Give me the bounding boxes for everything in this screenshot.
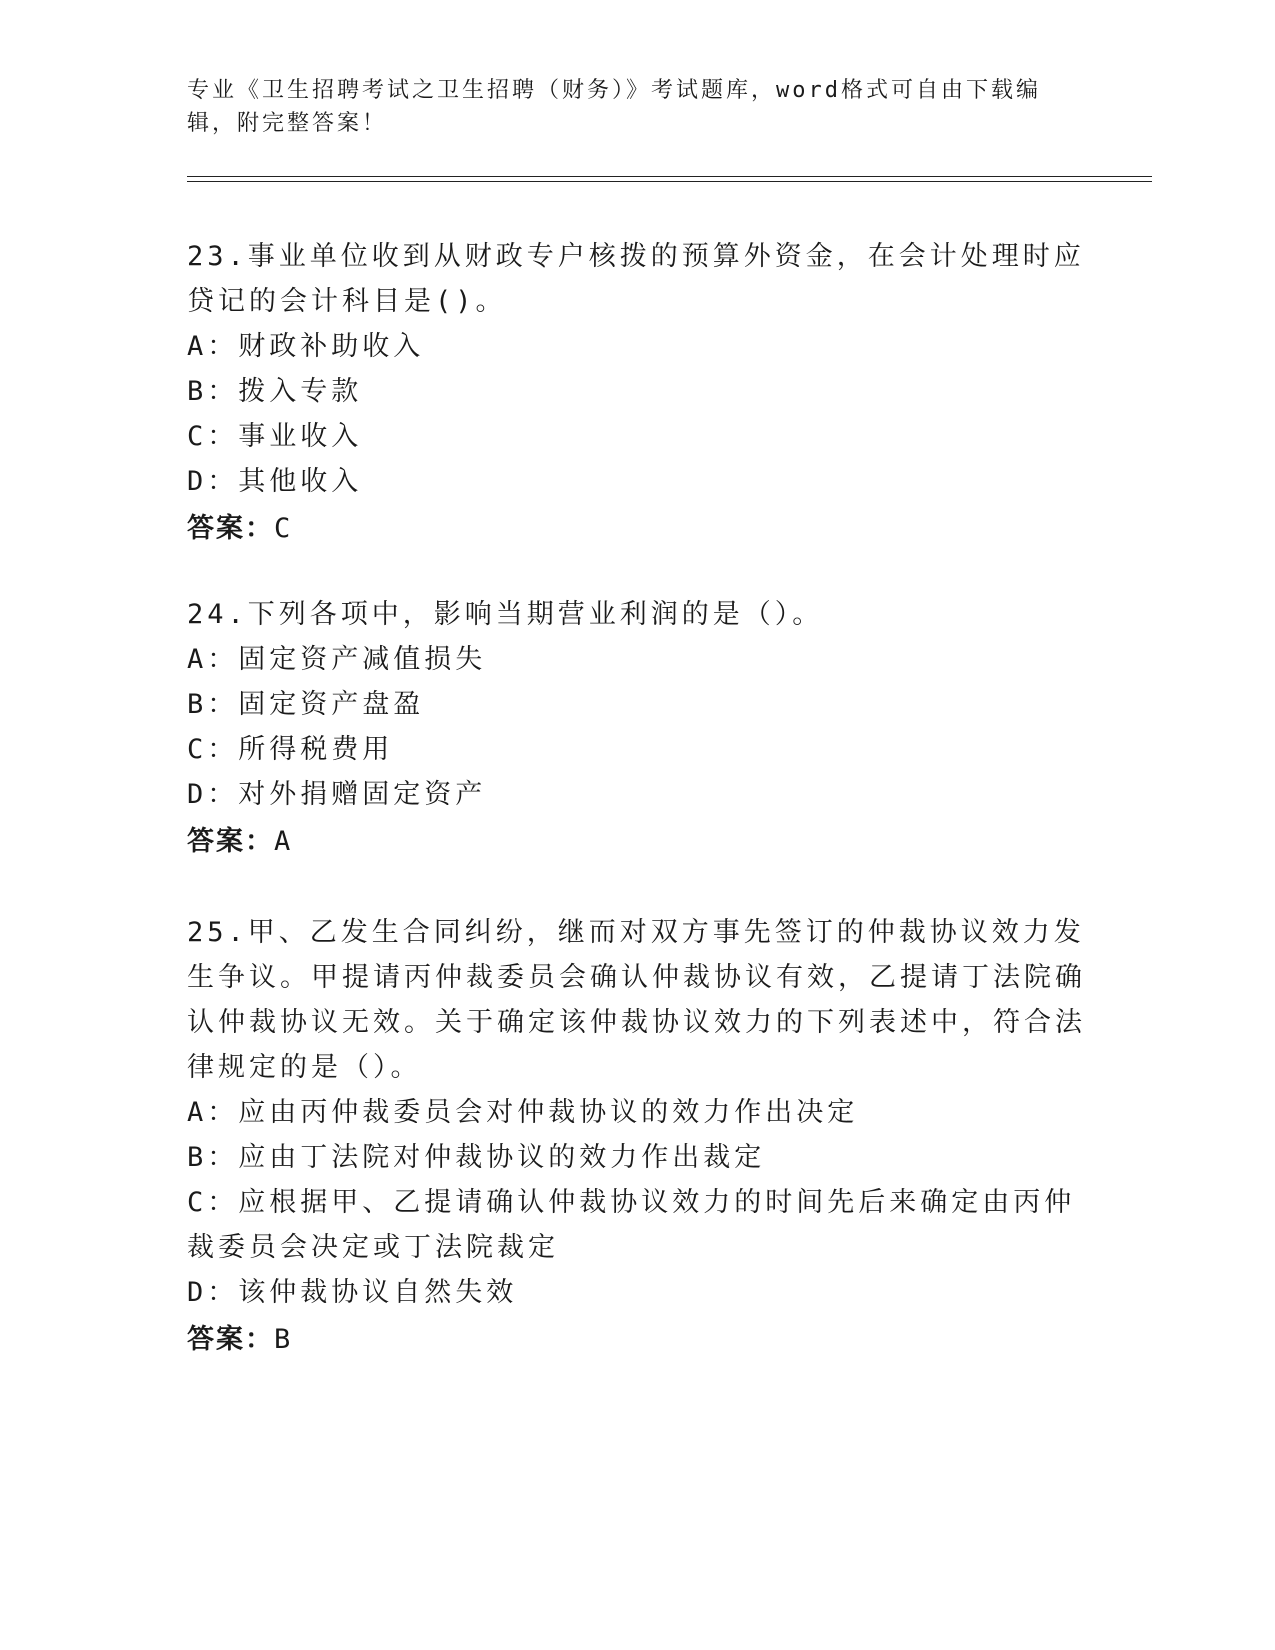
answer-label: 答案： bbox=[187, 1324, 274, 1355]
option-d: D：该仲裁协议自然失效 bbox=[187, 1277, 518, 1308]
question-25 bbox=[187, 910, 1087, 1362]
answer-line bbox=[187, 506, 1087, 551]
question-23 bbox=[187, 234, 1087, 551]
answer-label: 答案： bbox=[187, 826, 274, 857]
answer-line bbox=[187, 1317, 1087, 1362]
answer-line bbox=[187, 819, 1087, 864]
answer-value: C bbox=[274, 513, 293, 544]
question-stem: 23.事业单位收到从财政专户核拨的预算外资金，在会计处理时应贷记的会计科目是()。 bbox=[187, 241, 1085, 317]
document-header: 专业《卫生招聘考试之卫生招聘（财务）》考试题库，word格式可自由下载编辑，附完整答案！ bbox=[187, 78, 1041, 136]
option-b: B：应由丁法院对仲裁协议的效力作出裁定 bbox=[187, 1142, 766, 1173]
answer-label: 答案： bbox=[187, 513, 274, 544]
option-d: D：对外捐赠固定资产 bbox=[187, 779, 487, 810]
option-b: B：拨入专款 bbox=[187, 376, 363, 407]
header-divider-bottom bbox=[187, 181, 1152, 182]
option-c: C：事业收入 bbox=[187, 421, 363, 452]
answer-value: A bbox=[274, 826, 293, 857]
option-b: B：固定资产盘盈 bbox=[187, 689, 425, 720]
option-c: C：所得税费用 bbox=[187, 734, 394, 765]
option-a: A：应由丙仲裁委员会对仲裁协议的效力作出决定 bbox=[187, 1097, 859, 1128]
question-stem: 25.甲、乙发生合同纠纷，继而对双方事先签订的仲裁协议效力发生争议。甲提请丙仲裁委员会确认仲裁协议有效，乙提请丁法院确认仲裁协议无效。关于确定该仲裁协议效力的下列表述中，符合法律规定的是（）。 bbox=[187, 917, 1086, 1083]
question-stem: 24.下列各项中，影响当期营业利润的是（）。 bbox=[187, 599, 824, 630]
header-divider-top bbox=[187, 176, 1152, 177]
option-c: C：应根据甲、乙提请确认仲裁协议效力的时间先后来确定由丙仲裁委员会决定或丁法院裁定 bbox=[187, 1187, 1076, 1263]
answer-value: B bbox=[274, 1324, 293, 1355]
option-d: D：其他收入 bbox=[187, 466, 363, 497]
question-24 bbox=[187, 592, 1087, 864]
option-a: A：固定资产减值损失 bbox=[187, 644, 487, 675]
option-a: A：财政补助收入 bbox=[187, 331, 425, 362]
